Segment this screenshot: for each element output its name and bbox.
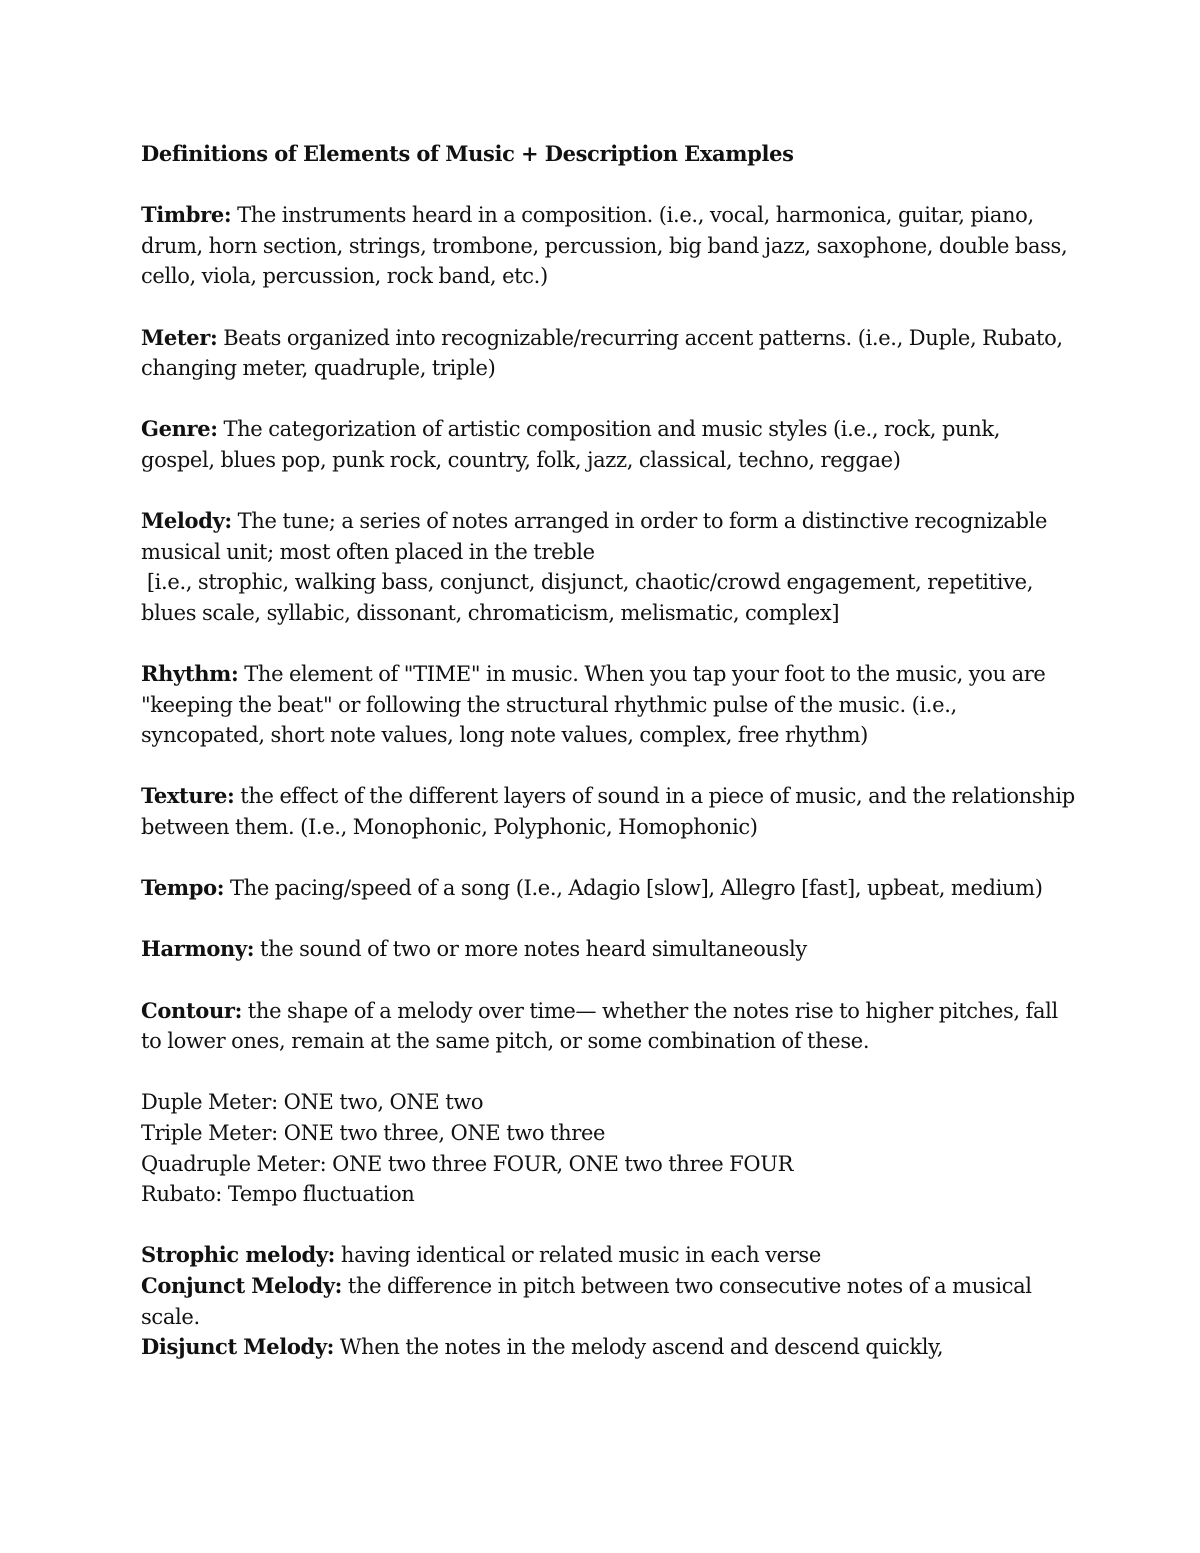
page-title: Definitions of Elements of Music + Description Examples xyxy=(141,141,794,166)
definition-texture xyxy=(141,781,1076,842)
definition-text: When the notes in the melody ascend and descend quickly, xyxy=(334,1335,944,1360)
definition-line xyxy=(141,506,1076,567)
term-label: Texture: xyxy=(141,783,235,809)
term-label: Melody: xyxy=(141,508,232,534)
term-label: Disjunct Melody: xyxy=(141,1334,335,1360)
definition-text: The element of "TIME" in music. When you tap your foot to the music, you are "keeping the beat" or following the structural rhythmic pulse of the music. (i.e., syncopated, short note values, long note values, complex, free rhythm) xyxy=(141,662,1046,748)
definition-text: having identical or related music in each verse xyxy=(335,1243,821,1268)
term-label: Strophic melody: xyxy=(141,1242,336,1268)
definition-melody xyxy=(141,506,1076,628)
definition-text: The tune; a series of notes arranged in order to form a distinctive recognizable musical unit; most often placed in the treble xyxy=(141,509,1048,564)
definition-text: The instruments heard in a composition. (i.e., vocal, harmonica, guitar, piano, drum, horn section, strings, trombone, percussion, big band jazz, saxophone, double bass, cello, viola, percussion, rock band, etc.) xyxy=(141,203,1068,289)
definition-contour xyxy=(141,996,1076,1057)
definition-rhythm xyxy=(141,659,1076,751)
meter-example-quadruple: Quadruple Meter: ONE two three FOUR, ONE two three FOUR xyxy=(141,1151,794,1176)
term-label: Tempo: xyxy=(141,875,225,901)
definition-genre xyxy=(141,414,1076,475)
definition-examples: [i.e., strophic, walking bass, conjunct, disjunct, chaotic/crowd engagement, repetitive, blues scale, syllabic, dissonant, chromaticism, melismatic, complex] xyxy=(141,570,1039,625)
definition-text: the effect of the different layers of sound in a piece of music, and the relationship between them. (I.e., Monophonic, Polyphonic, Homophonic) xyxy=(141,784,1075,840)
melody-type-disjunct xyxy=(141,1332,1076,1363)
term-label: Harmony: xyxy=(141,936,255,962)
melody-types xyxy=(141,1240,1076,1362)
term-label: Rhythm: xyxy=(141,661,239,687)
term-label: Conjunct Melody: xyxy=(141,1272,343,1298)
melody-type-conjunct xyxy=(141,1271,1076,1332)
definition-text: The categorization of artistic composition and music styles (i.e., rock, punk, gospel, blues pop, punk rock, country, folk, jazz, classical, techno, reggae) xyxy=(141,417,1001,472)
definition-harmony xyxy=(141,934,1076,965)
document-body xyxy=(141,139,1076,1363)
definition-text: Beats organized into recognizable/recurring accent patterns. (i.e., Duple, Rubato, changing meter, quadruple, triple) xyxy=(141,325,1063,381)
definition-text: the difference in pitch between two consecutive notes of a musical scale. xyxy=(141,1273,1032,1329)
term-label: Timbre: xyxy=(141,202,232,228)
definition-text: the sound of two or more notes heard simultaneously xyxy=(254,937,807,962)
term-label: Meter: xyxy=(141,324,218,350)
melody-type-strophic xyxy=(141,1240,1076,1271)
term-label: Contour: xyxy=(141,997,242,1023)
definition-meter xyxy=(141,323,1076,384)
term-label: Genre: xyxy=(141,416,218,442)
meter-example-rubato: Rubato: Tempo fluctuation xyxy=(141,1182,415,1207)
definition-text: The pacing/speed of a song (I.e., Adagio [slow], Allegro [fast], upbeat, medium) xyxy=(224,876,1043,901)
meter-examples xyxy=(141,1087,1076,1209)
definition-text: the shape of a melody over time— whether the notes rise to higher pitches, fall to lower ones, remain at the same pitch, or some combination of these. xyxy=(141,998,1058,1054)
definition-timbre xyxy=(141,200,1076,292)
meter-example-triple: Triple Meter: ONE two three, ONE two three xyxy=(141,1121,606,1145)
definition-tempo xyxy=(141,873,1076,904)
meter-example-duple: Duple Meter: ONE two, ONE two xyxy=(141,1090,484,1115)
